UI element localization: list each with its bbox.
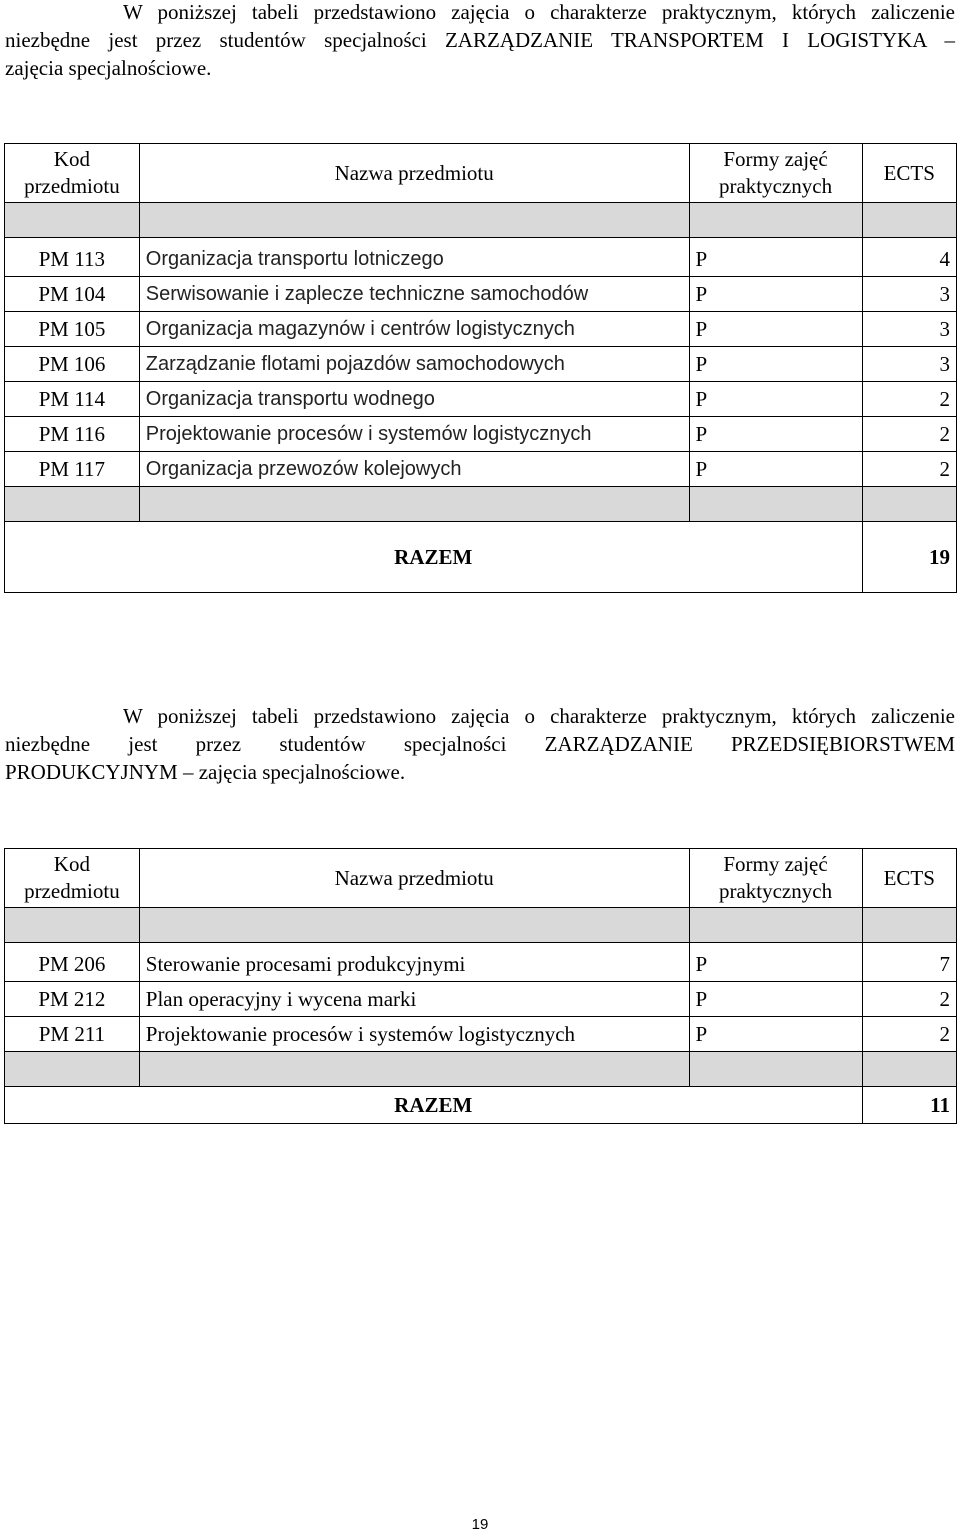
cell-ects: 3 — [862, 312, 956, 347]
header-name: Nazwa przedmiotu — [139, 144, 689, 203]
table-row — [5, 238, 957, 277]
header-form: Formy zajęć praktycznych — [689, 144, 862, 203]
total-label: RAZEM — [5, 1087, 863, 1124]
cell-form: P — [689, 347, 862, 382]
total-value: 11 — [862, 1087, 956, 1124]
header-ects: ECTS — [862, 144, 956, 203]
cell-form: P — [689, 982, 862, 1017]
table-row — [5, 943, 957, 982]
cell-name: Projektowanie procesów i systemów logistycznych — [139, 1017, 689, 1052]
cell-form: P — [689, 238, 862, 277]
table-row — [5, 1017, 957, 1052]
cell-form: P — [689, 277, 862, 312]
cell-name: Organizacja transportu wodnego — [139, 382, 689, 417]
cell-name: Sterowanie procesami produkcyjnymi — [139, 943, 689, 982]
cell-ects: 4 — [862, 238, 956, 277]
cell-name: Organizacja transportu lotniczego — [139, 238, 689, 277]
cell-name: Organizacja przewozów kolejowych — [139, 452, 689, 487]
section1-intro — [5, 0, 955, 82]
table-header-row — [5, 849, 957, 908]
page-number: 19 — [471, 1516, 489, 1533]
section2-intro-line2: niezbędne jest przez studentów specjalności ZARZĄDZANIE PRZEDSIĘBIORSTWEM — [5, 732, 955, 756]
table-row — [5, 312, 957, 347]
cell-name: Projektowanie procesów i systemów logistycznych — [139, 417, 689, 452]
section2-table — [4, 848, 957, 1124]
table-spacer-row — [5, 1052, 957, 1087]
cell-form: P — [689, 312, 862, 347]
cell-code: PM 105 — [5, 312, 140, 347]
table-total-row — [5, 522, 957, 593]
cell-ects: 2 — [862, 382, 956, 417]
cell-code: PM 212 — [5, 982, 140, 1017]
table-row — [5, 347, 957, 382]
cell-code: PM 104 — [5, 277, 140, 312]
total-label: RAZEM — [5, 522, 863, 593]
section1-intro-line1: W poniższej tabeli przedstawiono zajęcia o charakterze praktycznym, których zaliczenie — [123, 0, 955, 24]
cell-ects: 2 — [862, 417, 956, 452]
cell-form: P — [689, 382, 862, 417]
cell-ects: 2 — [862, 982, 956, 1017]
cell-form: P — [689, 417, 862, 452]
table-spacer-row — [5, 203, 957, 238]
cell-code: PM 206 — [5, 943, 140, 982]
section2-intro-line3: PRODUKCYJNYM – zajęcia specjalnościowe. — [5, 760, 406, 784]
table-row — [5, 277, 957, 312]
cell-ects: 7 — [862, 943, 956, 982]
table-row — [5, 982, 957, 1017]
table-row — [5, 452, 957, 487]
section2-intro-line1: W poniższej tabeli przedstawiono zajęcia o charakterze praktycznym, których zaliczenie — [123, 704, 955, 728]
table-spacer-row — [5, 487, 957, 522]
cell-form: P — [689, 943, 862, 982]
table-row — [5, 382, 957, 417]
cell-name: Zarządzanie flotami pojazdów samochodowych — [139, 347, 689, 382]
section1-intro-line3: zajęcia specjalnościowe. — [5, 56, 212, 80]
table-total-row — [5, 1087, 957, 1124]
table-spacer-row — [5, 908, 957, 943]
cell-code: PM 211 — [5, 1017, 140, 1052]
table-header-row — [5, 144, 957, 203]
header-ects: ECTS — [862, 849, 956, 908]
header-code: Kod przedmiotu — [5, 144, 140, 203]
cell-ects: 2 — [862, 452, 956, 487]
cell-name: Serwisowanie i zaplecze techniczne samochodów — [139, 277, 689, 312]
cell-ects: 3 — [862, 347, 956, 382]
total-value: 19 — [862, 522, 956, 593]
cell-ects: 2 — [862, 1017, 956, 1052]
header-name: Nazwa przedmiotu — [139, 849, 689, 908]
cell-code: PM 106 — [5, 347, 140, 382]
cell-ects: 3 — [862, 277, 956, 312]
cell-name: Plan operacyjny i wycena marki — [139, 982, 689, 1017]
cell-code: PM 117 — [5, 452, 140, 487]
table-row — [5, 417, 957, 452]
cell-code: PM 113 — [5, 238, 140, 277]
header-form: Formy zajęć praktycznych — [689, 849, 862, 908]
cell-form: P — [689, 452, 862, 487]
section2-intro — [5, 702, 955, 786]
cell-code: PM 116 — [5, 417, 140, 452]
cell-code: PM 114 — [5, 382, 140, 417]
section1-table — [4, 143, 957, 593]
cell-name: Organizacja magazynów i centrów logistycznych — [139, 312, 689, 347]
section1-intro-line2: niezbędne jest przez studentów specjalności ZARZĄDZANIE TRANSPORTEM I LOGISTYKA – — [5, 28, 955, 52]
cell-form: P — [689, 1017, 862, 1052]
header-code: Kod przedmiotu — [5, 849, 140, 908]
